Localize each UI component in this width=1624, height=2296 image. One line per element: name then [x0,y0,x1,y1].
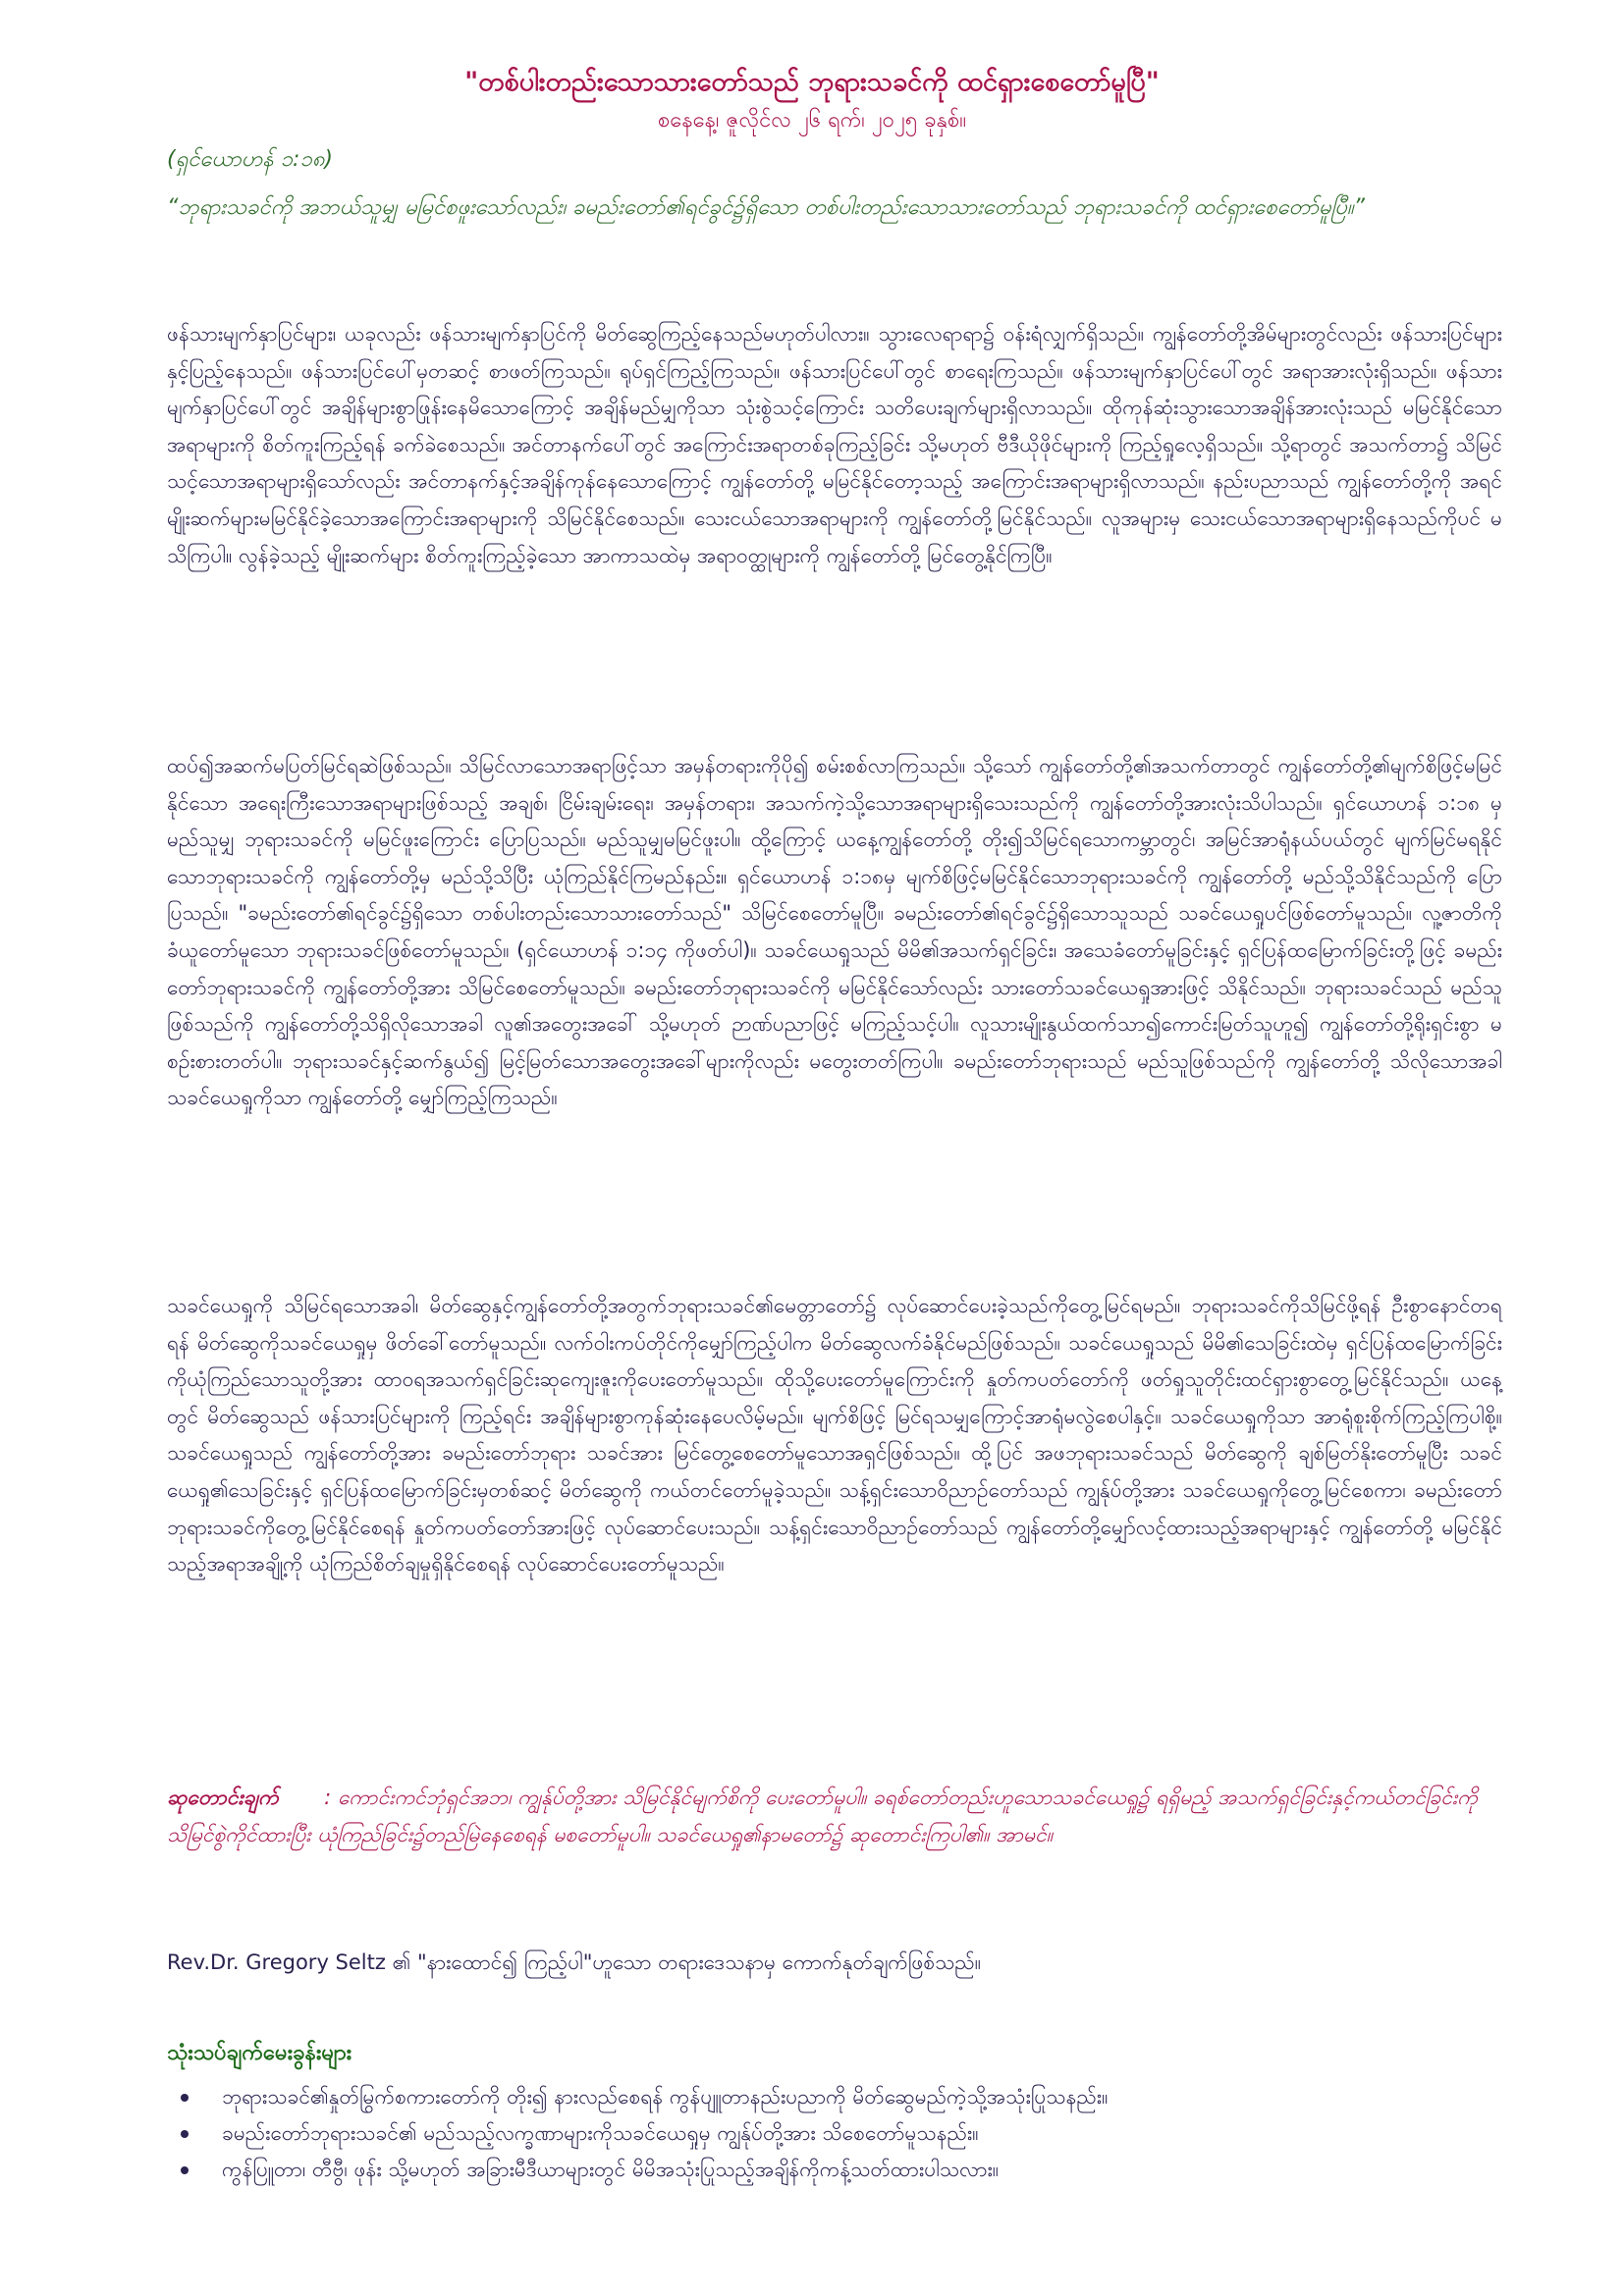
body-paragraph-2: ထပ်၍အဆက်မပြတ်မြင်ရဆဲဖြစ်သည်။ သိမြင်လာသောအရာဖြင့်သာ အမှန်တရားကိုပို၍ စမ်းစစ်လာကြသည်။ သို့သော် ကျွန်တော်တို့၏အသက်တာတွင် ကျွန်တော်တို့၏မျက်စိဖြင့်မမြင်နိုင်သော အရေးကြီးသောအရာများဖြစ်သည့် အချစ်၊ ငြိမ်းချမ်းရေး၊ အမှန်တရား၊ အသက်ကဲ့သို့သောအရာများရှိသေးသည်ကို ကျွန်တော်တို့အားလုံးသိပါသည်။ ရှင်ယောဟန် ၁:၁၈ မှ မည်သူမျှ ဘုရားသခင်ကို မမြင်ဖူးကြောင်း ပြောပြသည်။ မည်သူမျှမမြင်ဖူးပါ။ ထို့ကြောင့် ယနေ့ကျွန်တော်တို့ တိုး၍သိမြင်ရသောကမ္ဘာတွင်၊ အမြင်အာရုံနယ်ပယ်တွင် မျက်မြင်မရနိုင်သောဘုရားသခင်ကို ကျွန်တော်တို့မှ မည်သို့သိပြီး ယုံကြည်နိုင်ကြမည်နည်း။ ရှင်ယောဟန် ၁:၁၈မှ မျက်စိဖြင့်မမြင်နိုင်သောဘုရားသခင်ကို ကျွန်တော်တို့ မည်သို့သိနိုင်သည်ကို ပြောပြသည်။ "ခမည်းတော်၏ရင်ခွင်၌ရှိသော တစ်ပါးတည်းသောသားတော်သည်" သိမြင်စေတော်မူပြီ။ ခမည်းတော်၏ရင်ခွင်၌ရှိသောသူသည် သခင်ယေရှုပင်ဖြစ်တော်မူသည်။ လူ့ဇာတိကိုခံယူတော်မူသော ဘုရားသခင်ဖြစ်တော်မူသည်။ (ရှင်ယောဟန် ၁:၁၄ ကိုဖတ်ပါ)။ သခင်ယေရှုသည် မိမိ၏အသက်ရှင်ခြင်း၊ အသေခံတော်မူခြင်းနှင့် ရှင်ပြန်ထမြောက်ခြင်းတို့ဖြင့် ခမည်းတော်ဘုရားသခင်ကို ကျွန်တော်တို့အား သိမြင်စေတော်မူသည်။ ခမည်းတော်ဘုရားသခင်ကို မမြင်နိုင်သော်လည်း သားတော်သခင်ယေရှုအားဖြင့် သိနိုင်သည်။ ဘုရားသခင်သည် မည်သူဖြစ်သည်ကို ကျွန်တော်တို့သိရှိလိုသောအခါ လူ၏အတွေးအခေါ် သို့မဟုတ် ဉာဏ်ပညာဖြင့် မကြည့်သင့်ပါ။ လူသားမျိုးနွယ်ထက်သာ၍ကောင်းမြတ်သူဟူ၍ ကျွန်တော်တို့ရိုးရှင်းစွာ မစဉ်းစားတတ်ပါ။ ဘုရားသခင်နှင့်ဆက်နွယ်၍ မြင့်မြတ်သောအတွေးအခေါ်များကိုလည်း မတွေးတတ်ကြပါ။ ခမည်းတော်ဘုရားသည် မည်သူဖြစ်သည်ကို ကျွန်တော်တို့ သိလိုသောအခါ သခင်ယေရှုကိုသာ ကျွန်တော်တို့ မျှော်ကြည့်ကြသည်။ [167,754,1502,1110]
document-title: "တစ်ပါးတည်းသောသားတော်သည် ဘုရားသခင်ကို ထင်ရှားစေတော်မူပြီ" [464,67,1160,97]
question-text: ဘုရားသခင်၏နှုတ်မြွက်စကားတော်ကို တိုး၍ နားလည်စေရန် ကွန်ပျူတာနည်းပညာကို မိတ်ဆွေမည်ကဲ့သို့အသုံးပြုသနည်း။ [222,2085,1109,2109]
bullet-icon [181,2094,189,2102]
verse-text: “ဘုရားသခင်ကို အဘယ်သူမျှ မမြင်စဖူးသော်လည်း၊ ခမည်းတော်၏ရင်ခွင်၌ရှိသော တစ်ပါးတည်းသောသားတော်သည် ဘုရားသခင်ကို ထင်ရှားစေတော်မူပြီ။” [167,195,1365,220]
question-text: ကွန်ပြူတာ၊ တီဗွီ၊ ဖုန်း သို့မဟုတ် အခြားမီဒီယာများတွင် မိမိအသုံးပြုသည့်အချိန်ကိုကန့်သတ်ထားပါသလား။ [222,2158,1000,2181]
prayer-text: : ကောင်းကင်ဘုံရှင်အဘ၊ ကျွန်ုပ်တို့အား သိမြင်နိုင်မျက်စိကို ပေးတော်မူပါ။ ခရစ်တော်တည်းဟူသောသခင်ယေရှု၌ ရရှိမည့် အသက်ရှင်ခြင်းနှင့်ကယ်တင်ခြင်းကို သိမြင်စွဲကိုင်ထားပြီး ယုံကြည်ခြင်း၌တည်မြဲနေစေရန် မစတော်မူပါ။ သခင်ယေရှု၏နာမတော်၌ ဆုတောင်းကြပါ၏။ အာမင်။ [167,1786,1478,1846]
body-paragraph-3: သခင်ယေရှုကို သိမြင်ရသောအခါ၊ မိတ်ဆွေနှင့်ကျွန်တော်တို့အတွက်ဘုရားသခင်၏မေတ္တာတော်၌ လုပ်ဆောင်ပေးခဲ့သည်ကိုတွေ့မြင်ရမည်။ ဘုရားသခင်ကိုသိမြင်ဖို့ရန် ဦးစွာနောင်တရရန် မိတ်ဆွေကိုသခင်ယေရှုမှ ဖိတ်ခေါ်တော်မူသည်။ လက်ဝါးကပ်တိုင်ကိုမျှော်ကြည့်ပါက မိတ်ဆွေလက်ခံနိုင်မည်ဖြစ်သည်။ သခင်ယေရှုသည် မိမိ၏သေခြင်းထဲမှ ရှင်ပြန်ထမြောက်ခြင်းကိုယုံကြည်သောသူတို့အား ထာဝရအသက်ရှင်ခြင်းဆုကျေးဇူးကိုပေးတော်မူသည်။ ထိုသို့ပေးတော်မူကြောင်းကို နှုတ်ကပတ်တော်ကို ဖတ်ရှုသူတိုင်းထင်ရှားစွာတွေ့မြင်နိုင်သည်။ ယနေ့တွင် မိတ်ဆွေသည် ဖန်သားပြင်များကို ကြည့်ရင်း အချိန်များစွာကုန်ဆုံးနေပေလိမ့်မည်။ မျက်စိဖြင့် မြင်ရသမျှကြောင့်အာရုံမလွဲစေပါနှင့်။ သခင်ယေရှုကိုသာ အာရုံစူးစိုက်ကြည့်ကြပါစို့။ သခင်ယေရှုသည် ကျွန်တော်တို့အား ခမည်းတော်ဘုရား သခင်အား မြင်တွေ့စေတော်မူသောအရှင်ဖြစ်သည်။ ထို့ပြင် အဖဘုရားသခင်သည် မိတ်ဆွေကို ချစ်မြတ်နိုးတော်မူပြီး သခင်ယေရှု၏သေခြင်းနှင့် ရှင်ပြန်ထမြောက်ခြင်းမှတစ်ဆင့် မိတ်ဆွေကို ကယ်တင်တော်မူခဲ့သည်။ သန့်ရှင်းသောဝိညာဉ်တော်သည် ကျွန်ုပ်တို့အား သခင်ယေရှုကိုတွေ့မြင်စေကာ၊ ခမည်းတော်ဘုရားသခင်ကိုတွေ့မြင်နိုင်စေရန် နှုတ်ကပတ်တော်အားဖြင့် လုပ်ဆောင်ပေးသည်။ သန့်ရှင်းသောဝိညာဉ်တော်သည် ကျွန်တော်တို့မျှော်လင့်ထားသည့်အရာများနှင့် ကျွန်တော်တို့ မမြင်နိုင်သည့်အရာအချို့ကို ယုံကြည်စိတ်ချမှုရှိနိုင်စေရန် လုပ်ဆောင်ပေးတော်မူသည်။ [167,1294,1502,1576]
bullet-icon [181,2130,189,2138]
question-item [167,2115,1502,2152]
question-item [167,2152,1502,2188]
questions-list [167,2079,1502,2188]
questions-heading: သုံးသပ်ချက်မေးခွန်းများ [167,2041,352,2065]
verse-reference: (ရှင်ယောဟန် ၁:၁၈) [167,147,333,172]
prayer-label: ဆုတောင်းချက် [167,1786,279,1809]
prayer-section [167,1779,1502,1853]
bullet-icon [181,2166,189,2174]
question-text: ခမည်းတော်ဘုရားသခင်၏ မည်သည့်လက္ခဏာများကိုသခင်ယေရှုမှ ကျွန်ုပ်တို့အား သိစေတော်မူသနည်း။ [222,2121,979,2145]
document-date: စနေနေ့၊ ဇူလိုင်လ ၂၆ ရက်၊ ၂၀၂၅ ခုနှစ်။ [658,108,966,133]
question-item [167,2079,1502,2115]
body-paragraph-1: ဖန်သားမျက်နှာပြင်များ၊ ယခုလည်း ဖန်သားမျက်နှာပြင်ကို မိတ်ဆွေကြည့်နေသည်မဟုတ်ပါလား။ သွားလေရာရာ၌ ဝန်းရံလျှက်ရှိသည်။ ကျွန်တော်တို့အိမ်များတွင်လည်း ဖန်သားပြင်များနှင့်ပြည့်နေသည်။ ဖန်သားပြင်ပေါ်မှတဆင့် စာဖတ်ကြသည်။ ရုပ်ရှင်ကြည့်ကြသည်။ ဖန်သားပြင်ပေါ်တွင် စာရေးကြသည်။ ဖန်သားမျက်နှာပြင်ပေါ်တွင် အရာအားလုံးရှိသည်။ ဖန်သားမျက်နှာပြင်ပေါ်တွင် အချိန်များစွာဖြုန်းနေမိသောကြောင့် အချိန်မည်မျှကိုသာ သုံးစွဲသင့်ကြောင်း သတိပေးချက်များရှိလာသည်။ ထိုကုန်ဆုံးသွားသောအချိန်အားလုံးသည် မမြင်နိုင်သော အရာများကို စိတ်ကူးကြည့်ရန် ခက်ခဲစေသည်။ အင်တာနက်ပေါ်တွင် အကြောင်းအရာတစ်ခုကြည့်ခြင်း သို့မဟုတ် ဗီဒီယိုဖိုင်များကို ကြည့်ရှုလေ့ရှိသည်။ သို့ရာတွင် အသက်တာ၌ သိမြင်သင့်သောအရာများရှိသော်လည်း အင်တာနက်နှင့်အချိန်ကုန်နေသောကြောင့် ကျွန်တော်တို့ မမြင်နိုင်တော့သည့် အကြောင်းအရာများရှိလာသည်။ နည်းပညာသည် ကျွန်တော်တို့ကို အရင်မျိုးဆက်များမမြင်နိုင်ခဲ့သောအကြောင်းအရာများကို သိမြင်နိုင်စေသည်။ သေးငယ်သောအရာများကို ကျွန်တော်တို့မြင်နိုင်သည်။ လူအများမှ သေးငယ်သောအရာများရှိနေသည်ကိုပင် မသိကြပါ။ လွန်ခဲ့သည့် မျိုးဆက်များ စိတ်ကူးကြည့်ခဲ့သော အာကာသထဲမှ အရာဝတ္ထုများကို ကျွန်တော်တို့ မြင်တွေ့နိုင်ကြပြီ။ [167,322,1502,567]
attribution: Rev.Dr. Gregory Seltz ၏ "နားထောင်၍ ကြည့်ပါ"ဟူသော တရားဒေသနာမှ ကောက်နုတ်ချက်ဖြစ်သည်။ [167,1950,982,1974]
